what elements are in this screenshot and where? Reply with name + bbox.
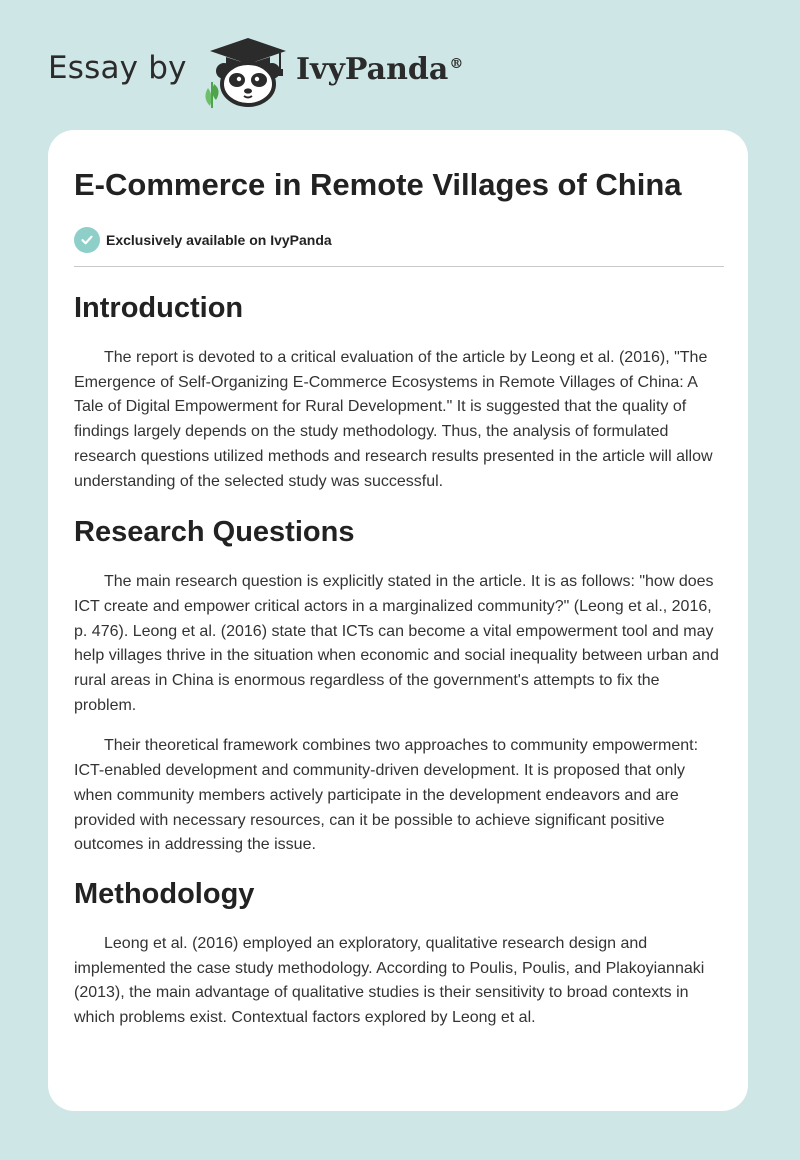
section-methodology xyxy=(74,876,724,1031)
brand-name-text[interactable]: IvyPanda xyxy=(296,52,449,87)
paragraph: Leong et al. (2016) employed an exploratory, qualitative research design and implemented the case study methodology. According to Poulis, Poulis, and Plakoyiannaki (2013), the main advantage of qualitative studies is their sensitivity to broad contexts in which problems exist. Contextual factors explored by Leong et al. xyxy=(74,934,705,1027)
paragraph: The main research question is explicitly stated in the article. It is as follows: "how does ICT create and empower critical actors in a marginalized community?" (Leong et al., 2016, p. 476). Leong et al. (2016) state that ICTs can become a vital empowerment tool and may help villages thrive in the situation when economic and social inequality between urban and rural areas in China is enormous regardless of the government's attempts to fix the problem. xyxy=(74,573,719,714)
section-research-questions xyxy=(74,514,724,858)
registered-mark: ® xyxy=(449,56,464,72)
check-circle-icon xyxy=(74,227,100,253)
paragraph: The report is devoted to a critical evaluation of the article by Leong et al. (2016), "The Emergence of Self-Organizing E-Commerce Ecosystems in Remote Villages of China: A Tale of Digital Empowerment for Rural Development." It is suggested that the quality of findings largely depends on the study methodology. Thus, the analysis of formulated research questions utilized methods and research results presented in the article will allow understanding of the selected study was successful. xyxy=(74,349,713,490)
section-heading: Methodology xyxy=(74,877,255,910)
exclusive-badge xyxy=(74,227,724,253)
article-card xyxy=(48,130,748,1111)
paragraph: Their theoretical framework combines two approaches to community empowerment: ICT-enabled development and community-driven development. It is proposed that only when community members actively participate in the development endeavors and are provided with necessary resources, can it be possible to achieve significant positive outcomes in addressing the issue. xyxy=(74,737,699,854)
section-heading: Introduction xyxy=(74,292,244,324)
brand-name[interactable] xyxy=(296,52,463,87)
site-header xyxy=(0,0,800,130)
article-content xyxy=(74,130,724,1031)
badge-text: Exclusively available on IvyPanda xyxy=(106,232,332,248)
panda-graduate-icon[interactable] xyxy=(202,34,294,110)
section-introduction xyxy=(74,290,724,494)
brand-prefix: Essay by xyxy=(48,50,187,86)
section-heading: Research Questions xyxy=(74,516,355,549)
article-title: E-Commerce in Remote Villages of China xyxy=(74,167,682,202)
divider xyxy=(74,266,724,267)
